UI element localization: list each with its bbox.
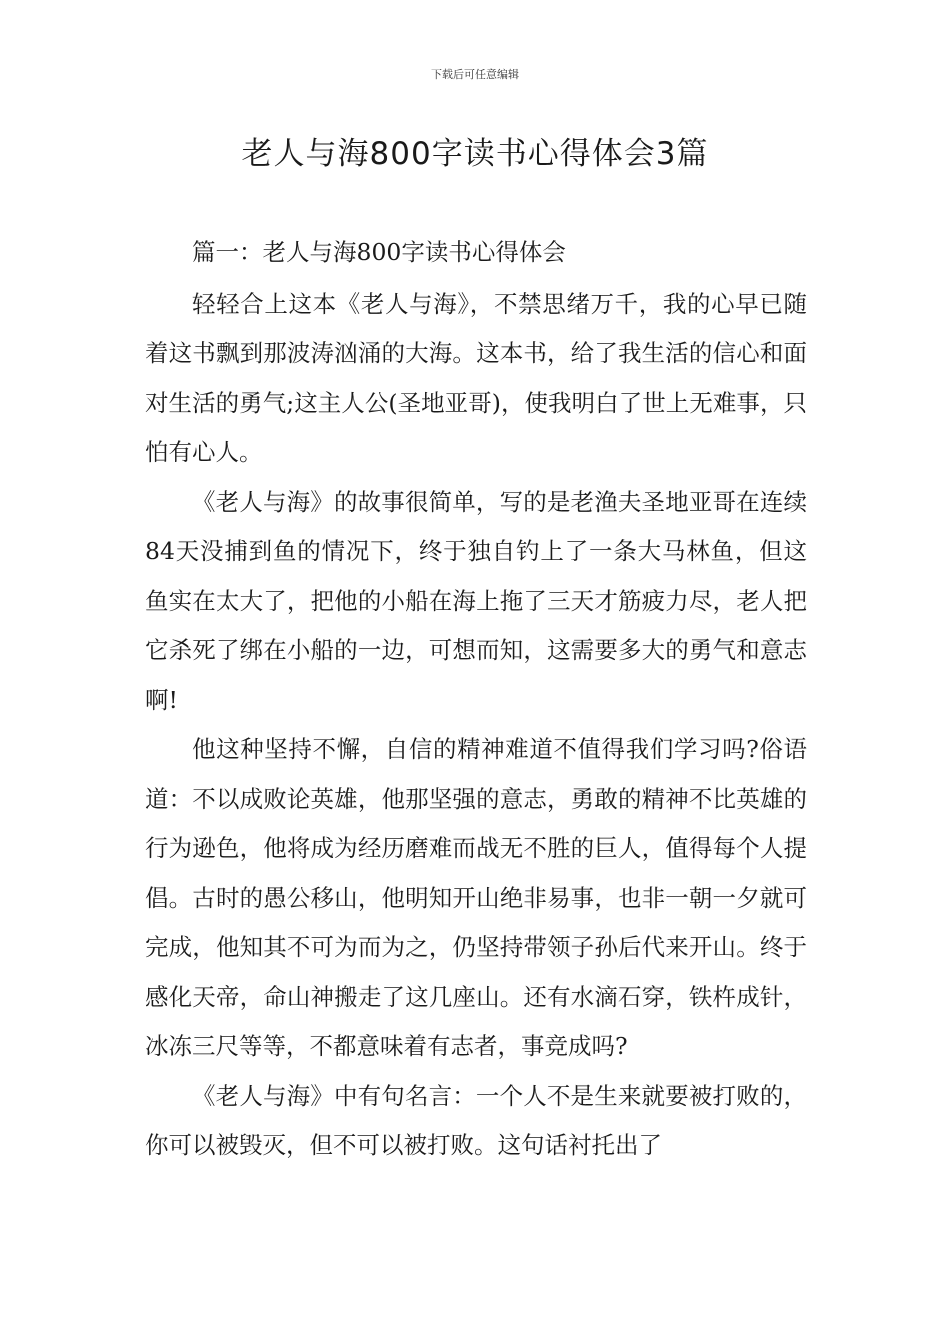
paragraph-3: 他这种坚持不懈，自信的精神难道不值得我们学习吗?俗语道：不以成败论英雄，他那坚强的意志，勇敢的精神不比英雄的行为逊色，他将成为经历磨难而战无不胜的巨人，值得每个人提倡。古时的愚公移山，他明知开山绝非易事，也非一朝一夕就可完成，他知其不可为而为之，仍坚持带领子孙后代来开山。终于感化天帝，命山神搬走了这几座山。还有水滴石穿，铁杵成针，冰冻三尺等等，不都意味着有志者，事竞成吗?	[145, 735, 807, 1060]
section-heading: 篇一：老人与海800字读书心得体会	[192, 238, 566, 266]
page-header-note: 下载后可任意编辑	[431, 68, 519, 81]
document-body	[145, 228, 807, 1171]
paragraph-1: 轻轻合上这本《老人与海》，不禁思绪万千，我的心早已随着这书飘到那波涛汹涌的大海。这本书，给了我生活的信心和面对生活的勇气;这主人公(圣地亚哥)，使我明白了世上无难事，只怕有心人。	[145, 289, 807, 466]
paragraph-4: 《老人与海》中有句名言：一个人不是生来就要被打败的，你可以被毁灭，但不可以被打败。这句话衬托出了	[145, 1081, 807, 1159]
document-title: 老人与海800字读书心得体会3篇	[241, 136, 709, 172]
paragraph-2: 《老人与海》的故事很简单，写的是老渔夫圣地亚哥在连续84天没捕到鱼的情况下，终于独自钓上了一条大马林鱼，但这鱼实在太大了，把他的小船在海上拖了三天才筋疲力尽，老人把它杀死了绑在小船的一边，可想而知，这需要多大的勇气和意志啊!	[145, 487, 807, 714]
